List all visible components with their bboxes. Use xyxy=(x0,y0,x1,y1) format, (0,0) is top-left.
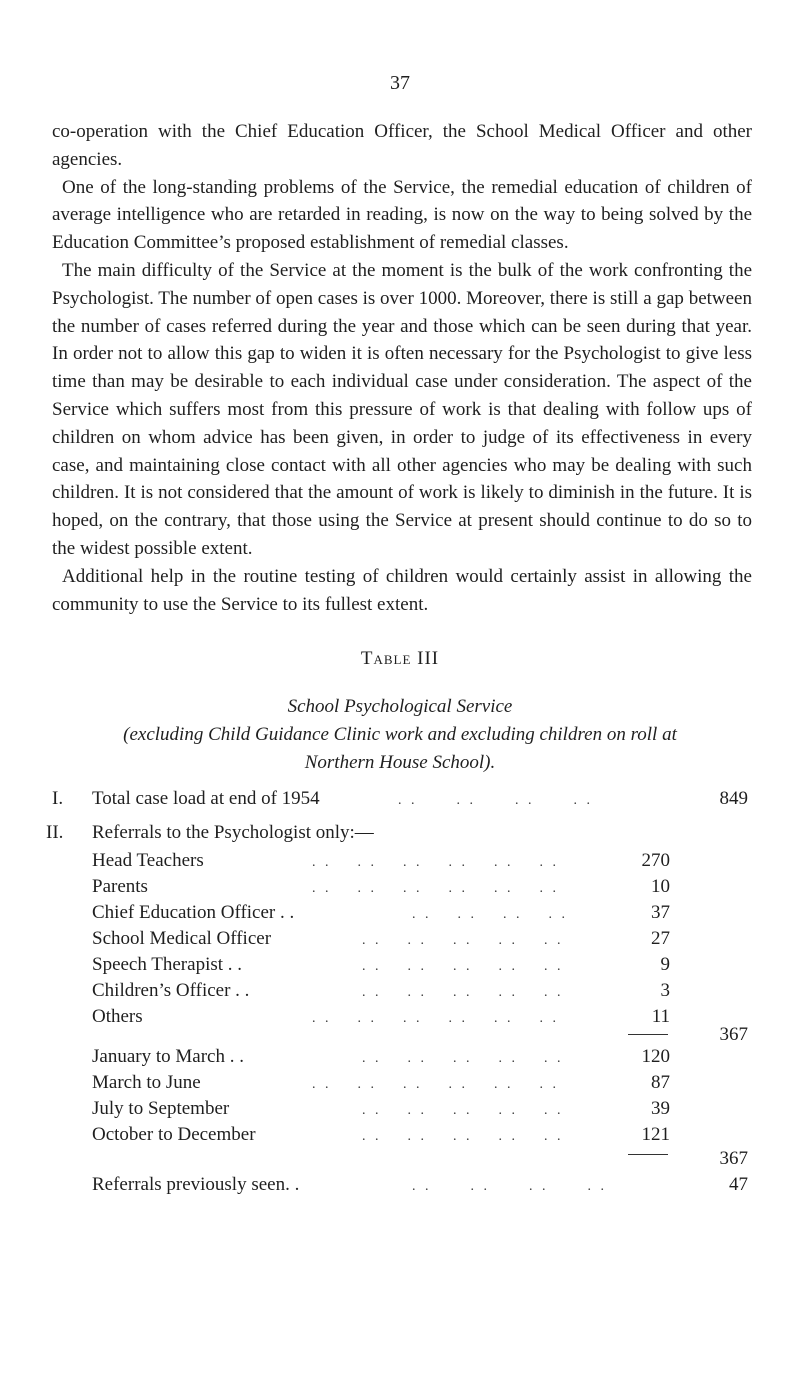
row-label: Referrals to the Psychologist only:— xyxy=(92,822,374,843)
row-label: Speech Therapist . . xyxy=(92,954,243,975)
row-total: 367 xyxy=(719,1148,748,1169)
table-row xyxy=(0,1122,800,1148)
row-value: 87 xyxy=(651,1072,670,1093)
paragraph-2: One of the long-standing problems of the Service, the remedial education of children of average intelligence who are retarded in reading, is now on the way to being solved by the Education Committee’s proposed establishment of remedial classes. xyxy=(52,176,752,254)
table-row xyxy=(0,874,800,900)
section-numeral: I. xyxy=(52,788,64,809)
table-subtitle: School Psychological Service xyxy=(287,696,513,717)
leader-dots: . . . . . . . . . . xyxy=(362,985,564,1000)
table-title: Table III xyxy=(360,648,440,669)
paragraph-1: co-operation with the Chief Education Officer, the School Medical Officer and other agencies. xyxy=(52,121,752,170)
row-label: Total case load at end of 1954 xyxy=(92,788,320,809)
table-row xyxy=(0,1096,800,1122)
table-row xyxy=(0,926,800,952)
leader-dots: . . . . . . . . . . xyxy=(362,1103,564,1118)
leader-dots: . . . . . . . . . . xyxy=(362,959,564,974)
row-label: January to March . . xyxy=(92,1046,244,1067)
row-value: 27 xyxy=(651,928,670,949)
leader-dots: . . . . . . . . xyxy=(412,907,568,922)
row-value: 39 xyxy=(651,1098,670,1119)
row-total: 47 xyxy=(729,1174,748,1195)
row-label: July to September xyxy=(92,1098,230,1119)
row-total: 849 xyxy=(719,788,748,809)
row-value: 11 xyxy=(651,1006,670,1027)
row-value: 120 xyxy=(641,1046,670,1067)
paragraph-4: Additional help in the routine testing of children would certainly assist in allowing the community to use the Service to its fullest extent. xyxy=(52,565,752,615)
row-value: 10 xyxy=(651,876,670,897)
table-row xyxy=(0,848,800,874)
table-row xyxy=(0,820,800,846)
leader-dots: . . . . . . . . . . xyxy=(362,1129,564,1144)
row-label: Head Teachers xyxy=(92,850,204,871)
row-label: Children’s Officer . . xyxy=(92,980,250,1001)
table-row xyxy=(0,952,800,978)
row-value: 3 xyxy=(660,980,670,1001)
table-row xyxy=(0,900,800,926)
row-label: October to December xyxy=(92,1124,256,1145)
leader-dots: . . . . . . . . . . . . xyxy=(312,855,559,870)
leader-dots: . . . . . . . . . . . . xyxy=(312,881,559,896)
body-text xyxy=(52,118,752,618)
row-value: 37 xyxy=(651,902,670,923)
leader-dots: . . . . . . . . . . xyxy=(362,1051,564,1066)
leader-dots: . . . . . . . . xyxy=(398,793,593,808)
table-row xyxy=(0,978,800,1004)
row-value: 270 xyxy=(641,850,670,871)
table-row xyxy=(0,1146,800,1172)
row-label: Referrals previously seen. . xyxy=(92,1174,300,1195)
row-value: 9 xyxy=(660,954,670,975)
table-row xyxy=(0,786,800,812)
table-row xyxy=(0,1070,800,1096)
leader-dots: . . . . . . . . . . . . xyxy=(312,1077,559,1092)
table-row xyxy=(0,1044,800,1070)
table-note-line-1: (excluding Child Guidance Clinic work and excluding children on roll at xyxy=(123,724,677,745)
row-label: Parents xyxy=(92,876,148,897)
section-numeral: II. xyxy=(46,822,64,843)
leader-dots: . . . . . . . . . . . . xyxy=(312,1011,559,1026)
row-label: March to June xyxy=(92,1072,201,1093)
paragraph-3: The main difficulty of the Service at the moment is the bulk of the work confronting the Psychologist. The number of open cases is over 1000. Moreover, there is still a gap between the number of cases referred during the year and those which can be seen during that year. In order not to allow this gap to widen it is often necessary for the Psychologist to give less time than may be desirable to each individual case under consideration. The aspect of the Service which suffers most from this pressure of work is that dealing with follow ups of children on whom advice has been given, in order to judge of its effectiveness in every case, and maintaining close contact with all other agencies who may be dealing with such children. It is not considered that the amount of work is likely to diminish in the future. It is hoped, on the contrary, that those using the Service at present should continue to do so to the widest possible extent. xyxy=(52,259,752,559)
row-label: School Medical Officer xyxy=(92,928,272,949)
row-label: Others xyxy=(92,1006,143,1027)
page-number: 37 xyxy=(390,72,410,94)
row-label: Chief Education Officer . . xyxy=(92,902,295,923)
table-row xyxy=(0,1172,800,1198)
leader-dots: . . . . . . . . . . xyxy=(362,933,564,948)
table-note-line-2: Northern House School). xyxy=(304,752,496,773)
leader-dots: . . . . . . . . xyxy=(412,1179,607,1194)
row-value: 121 xyxy=(641,1124,670,1145)
row-total: 367 xyxy=(719,1024,748,1045)
